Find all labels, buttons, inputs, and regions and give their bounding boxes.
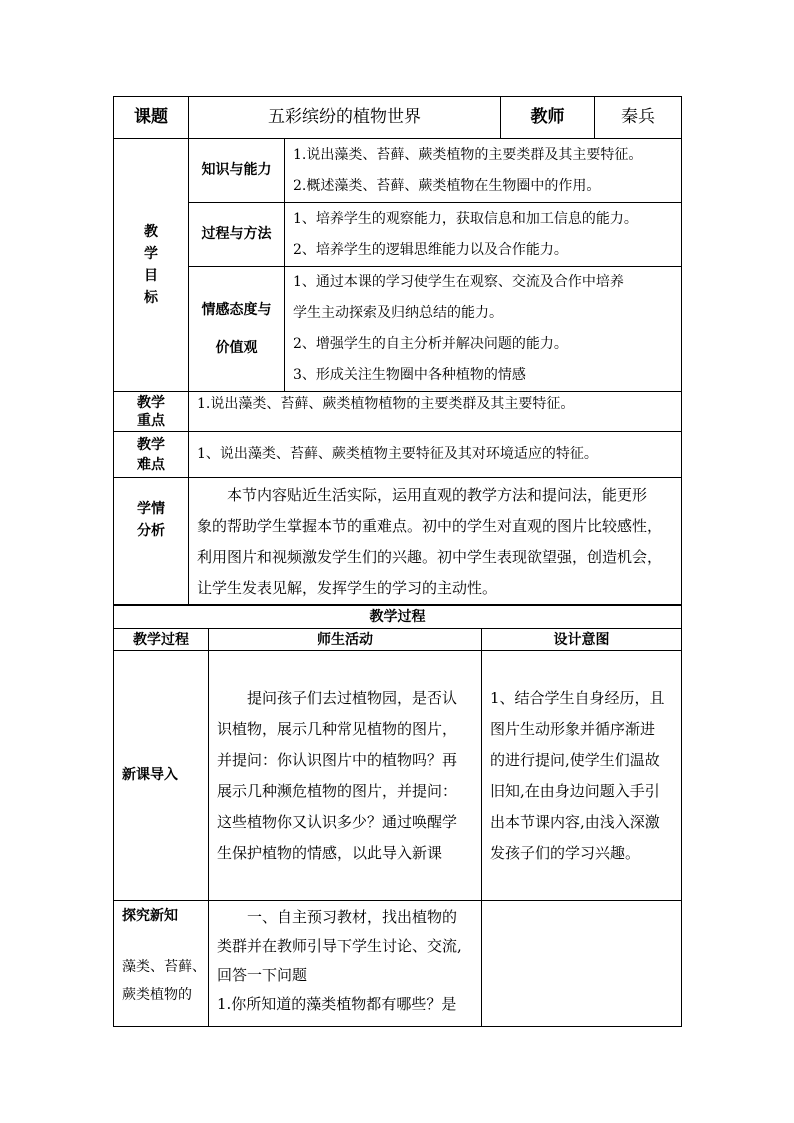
process-method-line: 1、培养学生的观察能力，获取信息和加工信息的能力。	[293, 210, 638, 227]
intent-line: 的进行提问,使学生们温故	[490, 750, 660, 769]
intent-cell-empty	[482, 901, 682, 1027]
lesson-info-table	[113, 96, 682, 606]
intent-line: 出本节课内容,由浅入深激	[490, 812, 660, 831]
key-point-label-line: 重点	[137, 412, 165, 429]
analysis-line: 让学生发表见解，发挥学生的学习的主动性。	[197, 578, 498, 597]
analysis-line: 象的帮助学生掌握本节的重难点。初中的学生对直观的图片比较感性，	[197, 516, 663, 535]
goals-label-char: 教	[144, 224, 158, 240]
goal-knowledge-row	[114, 139, 682, 203]
activity-line: 生保护植物的情感，以此导入新课	[217, 843, 443, 862]
difficulty-text: 1、说出藻类、苔藓、蕨类植物主要特征及其对环境适应的特征。	[189, 432, 682, 478]
teacher-label: 教师	[501, 97, 595, 139]
activity-line: 类群并在教师引导下学生讨论、交流,	[217, 937, 462, 955]
analysis-row	[114, 478, 682, 606]
goals-label-char: 目	[144, 268, 158, 284]
attitude-line: 3、形成关注生物圈中各种植物的情感	[293, 367, 526, 383]
col-activity-header: 师生活动	[209, 629, 482, 651]
goals-label-char: 学	[144, 246, 158, 262]
teacher-name: 秦兵	[595, 97, 682, 139]
difficulty-row	[114, 432, 682, 478]
col-intent-header: 设计意图	[482, 629, 682, 651]
activity-line: 1.你所知道的藻类植物都有哪些？是	[217, 995, 457, 1013]
teaching-process-table	[113, 604, 682, 1027]
analysis-label	[114, 478, 189, 606]
goal-attitude-row	[114, 267, 682, 392]
analysis-line: 利用图片和视频激发学生们的兴趣。初中学生表现欲望强，创造机会，	[197, 547, 663, 566]
difficulty-label-line: 教学	[137, 436, 165, 453]
knowledge-content	[285, 139, 682, 203]
activity-line: 提问孩子们去过植物园，是否认	[247, 688, 458, 707]
intent-line: 1、结合学生自身经历，且	[490, 688, 665, 707]
goals-label	[114, 139, 189, 392]
analysis-content	[189, 478, 682, 606]
key-point-text: 1.说出藻类、苔藓、蕨类植物植物的主要类群及其主要特征。	[189, 392, 682, 432]
analysis-label-line: 分析	[137, 523, 165, 539]
knowledge-label: 知识与能力	[189, 139, 285, 203]
stage-line: 探究新知	[122, 908, 178, 924]
attitude-line: 2、增强学生的自主分析并解决问题的能力。	[293, 336, 568, 352]
process-title-row	[114, 605, 682, 629]
difficulty-label-line: 难点	[137, 456, 165, 473]
intent-cell	[482, 651, 682, 901]
process-section-title: 教学过程	[114, 605, 682, 629]
activity-cell	[209, 901, 482, 1027]
activity-line: 回答一下问题	[217, 966, 308, 984]
process-header-row	[114, 629, 682, 651]
attitude-line: 学生主动探索及归纳总结的能力。	[293, 305, 503, 321]
stage-cell	[114, 651, 209, 901]
topic-label: 课题	[114, 97, 189, 139]
header-row	[114, 97, 682, 139]
col-stage-header: 教学过程	[114, 629, 209, 651]
activity-cell	[209, 651, 482, 901]
attitude-label	[189, 267, 285, 392]
process-row-intro	[114, 651, 682, 901]
attitude-label-line: 价值观	[215, 340, 258, 356]
attitude-content	[285, 267, 682, 392]
activity-line: 识植物，展示几种常见植物的图片，	[217, 719, 458, 738]
process-method-line: 2、培养学生的逻辑思维能力以及合作能力。	[293, 241, 568, 258]
process-method-label: 过程与方法	[189, 203, 285, 267]
knowledge-line: 2.概述藻类、苔藓、蕨类植物在生物圈中的作用。	[293, 177, 601, 194]
key-point-row	[114, 392, 682, 432]
goals-label-char: 标	[144, 290, 158, 306]
attitude-label-line: 情感态度与	[201, 302, 272, 318]
activity-line: 并提问：你认识图片中的植物吗？再	[217, 750, 458, 769]
intent-line: 旧知,在由身边问题入手引	[490, 781, 660, 800]
process-method-content	[285, 203, 682, 267]
knowledge-line: 1.说出藻类、苔藓、蕨类植物的主要类群及其主要特征。	[293, 146, 643, 163]
topic-title: 五彩缤纷的植物世界	[189, 97, 501, 139]
attitude-line: 1、通过本课的学习使学生在观察、交流及合作中培养	[293, 274, 624, 290]
intent-line: 发孩子们的学习兴趣。	[490, 843, 641, 862]
analysis-line: 本节内容贴近生活实际，运用直观的教学方法和提问法，能更形	[227, 485, 648, 504]
stage-line: 蕨类植物的	[122, 987, 192, 1003]
stage-line: 藻类、苔藓、	[122, 959, 206, 975]
stage-line: 新课导入	[122, 767, 178, 783]
key-point-label-line: 教学	[137, 394, 165, 411]
stage-cell	[114, 901, 209, 1027]
activity-line: 这些植物你又认识多少？通过唤醒学	[217, 812, 458, 831]
activity-line: 一、自主预习教材，找出植物的	[247, 908, 458, 926]
key-point-label	[114, 392, 189, 432]
difficulty-label	[114, 432, 189, 478]
process-row-explore	[114, 901, 682, 1027]
activity-line: 展示几种濒危植物的图片，并提问：	[217, 781, 458, 800]
analysis-label-line: 学情	[137, 501, 165, 517]
goal-process-row	[114, 203, 682, 267]
intent-line: 图片生动形象并循序渐进	[490, 719, 656, 738]
